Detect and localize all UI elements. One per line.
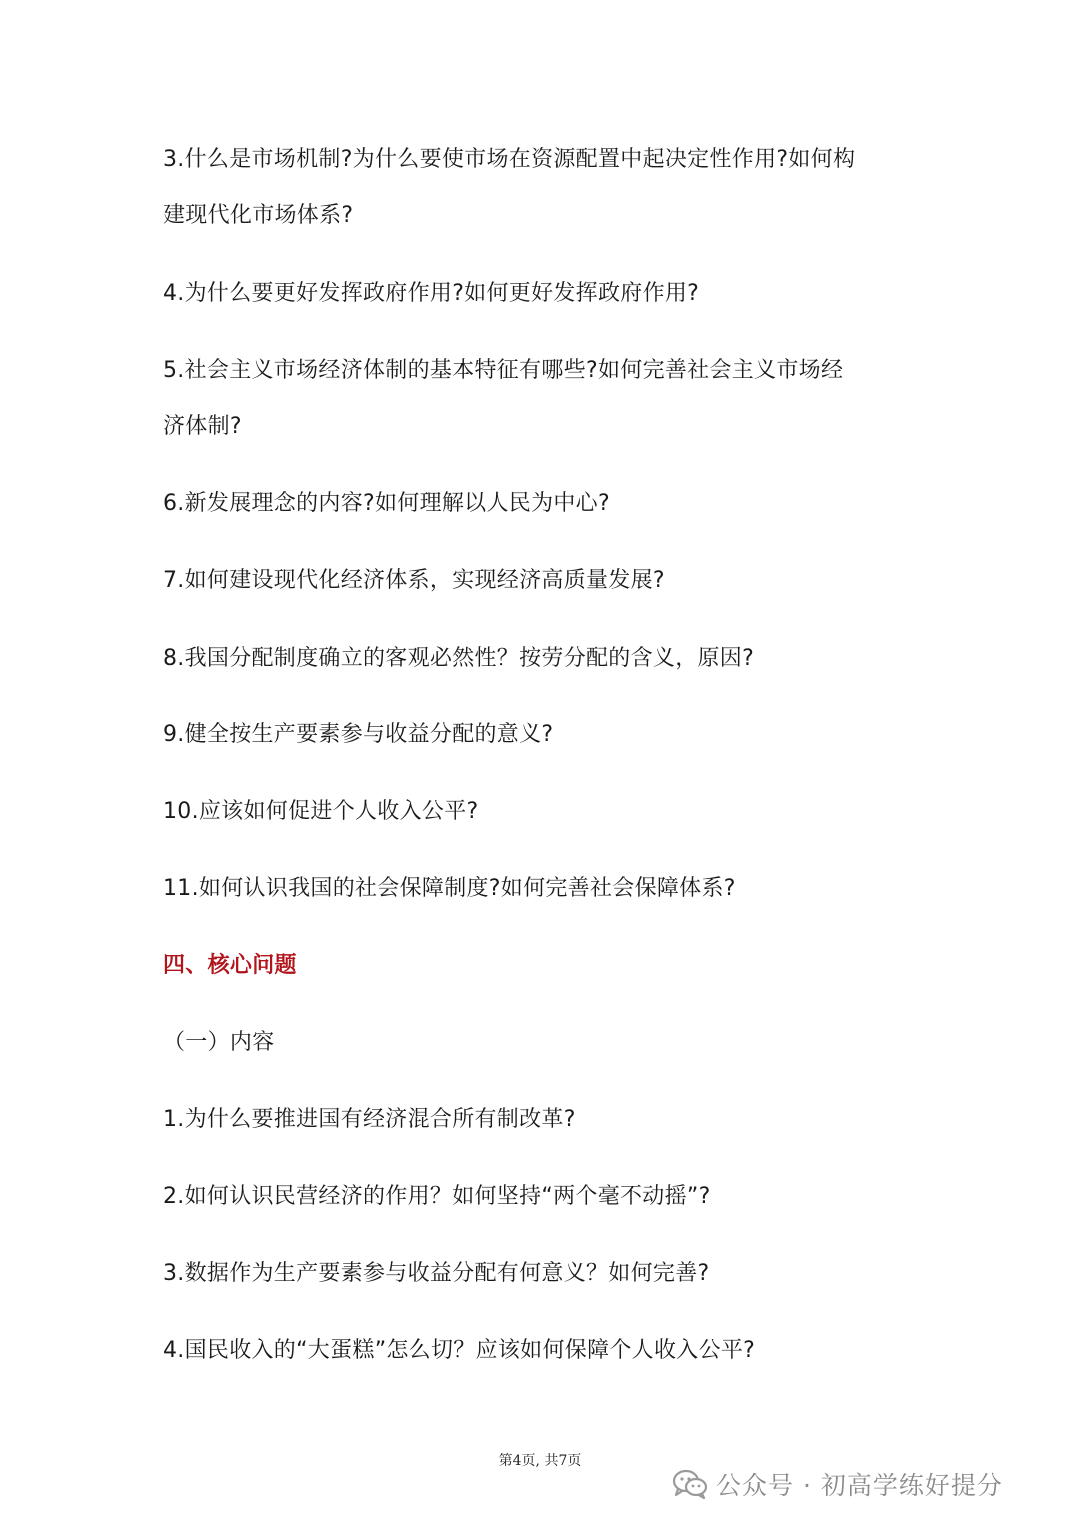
question-8: 8.我国分配制度确立的客观必然性？按劳分配的含义，原因?	[163, 646, 755, 671]
section-item-3: 3.数据作为生产要素参与收益分配有何意义？如何完善?	[163, 1261, 710, 1286]
section-heading: 四、核心问题	[163, 953, 297, 978]
subheading: （一）内容	[163, 1030, 275, 1055]
page-number: 第4页, 共7页	[498, 1453, 582, 1469]
question-4: 4.为什么要更好发挥政府作用?如何更好发挥政府作用?	[163, 281, 700, 306]
question-10: 10.应该如何促进个人收入公平?	[163, 799, 479, 824]
question-11: 11.如何认识我国的社会保障制度?如何完善社会保障体系?	[163, 876, 736, 901]
question-5-line-1: 5.社会主义市场经济体制的基本特征有哪些?如何完善社会主义市场经	[163, 358, 844, 383]
watermark-text: 公众号 · 初高学练好提分	[716, 1471, 1003, 1500]
section-item-1: 1.为什么要推进国有经济混合所有制改革?	[163, 1107, 576, 1132]
wechat-icon	[672, 1469, 708, 1499]
question-3-line-2: 建现代化市场体系?	[163, 203, 354, 228]
question-9: 9.健全按生产要素参与收益分配的意义?	[163, 722, 554, 747]
watermark	[672, 1464, 1003, 1504]
question-5-line-2: 济体制?	[163, 414, 242, 439]
question-7: 7.如何建设现代化经济体系，实现经济高质量发展?	[163, 568, 665, 593]
section-item-4: 4.国民收入的“大蛋糕”怎么切？应该如何保障个人收入公平?	[163, 1338, 756, 1363]
question-6: 6.新发展理念的内容?如何理解以人民为中心?	[163, 491, 610, 516]
question-3-line-1: 3.什么是市场机制?为什么要使市场在资源配置中起决定性作用?如何构	[163, 147, 856, 172]
section-item-2: 2.如何认识民营经济的作用？如何坚持“两个毫不动摇”?	[163, 1184, 711, 1209]
